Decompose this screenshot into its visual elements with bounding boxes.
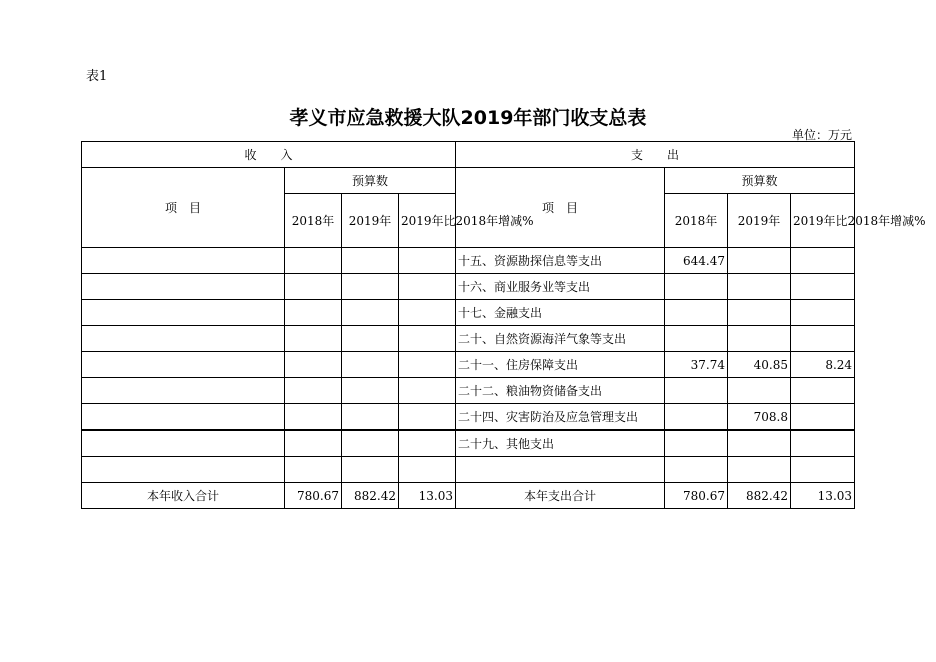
expense-change-header: 2019年比2018年增减% bbox=[791, 194, 855, 248]
income-total-2019: 882.42 bbox=[342, 483, 399, 509]
income-item-cell bbox=[82, 457, 285, 483]
income-item-cell bbox=[82, 378, 285, 404]
income-change-header: 2019年比2018年增减% bbox=[399, 194, 456, 248]
table-number-label: 表1 bbox=[86, 69, 108, 84]
section-header-row bbox=[82, 142, 855, 168]
expense-section-header: 支 出 bbox=[456, 142, 855, 168]
expense-2018-cell bbox=[665, 430, 728, 457]
expense-2019-cell bbox=[728, 326, 791, 352]
income-2019-header: 2019年 bbox=[342, 194, 399, 248]
document-title: 孝义市应急救援大队2019年部门收支总表 bbox=[289, 107, 647, 129]
expense-2019-header: 2019年 bbox=[728, 194, 791, 248]
expense-total-label: 本年支出合计 bbox=[456, 483, 665, 509]
expense-2018-cell: 37.74 bbox=[665, 352, 728, 378]
expense-item-cell: 二十一、住房保障支出 bbox=[456, 352, 665, 378]
income-2019-cell bbox=[342, 300, 399, 326]
expense-change-cell bbox=[791, 248, 855, 274]
income-item-cell bbox=[82, 274, 285, 300]
expense-total-change: 13.03 bbox=[791, 483, 855, 509]
income-2019-cell bbox=[342, 430, 399, 457]
totals-row bbox=[82, 483, 855, 509]
expense-budget-header: 预算数 bbox=[665, 168, 855, 194]
expense-2019-cell bbox=[728, 430, 791, 457]
expense-change-cell bbox=[791, 326, 855, 352]
income-change-cell bbox=[399, 430, 456, 457]
income-change-cell bbox=[399, 352, 456, 378]
income-item-header: 项 目 bbox=[82, 168, 285, 248]
income-item-cell bbox=[82, 404, 285, 431]
expense-item-cell: 二十四、灾害防治及应急管理支出 bbox=[456, 404, 665, 431]
income-2018-cell bbox=[285, 457, 342, 483]
expense-2019-cell bbox=[728, 300, 791, 326]
expense-change-cell bbox=[791, 378, 855, 404]
income-change-cell bbox=[399, 326, 456, 352]
income-change-cell bbox=[399, 404, 456, 431]
income-change-cell bbox=[399, 274, 456, 300]
income-total-2018: 780.67 bbox=[285, 483, 342, 509]
expense-2018-cell bbox=[665, 457, 728, 483]
income-item-cell bbox=[82, 430, 285, 457]
income-2018-cell bbox=[285, 274, 342, 300]
income-2018-cell bbox=[285, 326, 342, 352]
expense-total-2019: 882.42 bbox=[728, 483, 791, 509]
expense-2019-cell bbox=[728, 378, 791, 404]
expense-2019-cell bbox=[728, 248, 791, 274]
table-row bbox=[82, 326, 855, 352]
expense-change-cell bbox=[791, 274, 855, 300]
income-2019-cell bbox=[342, 326, 399, 352]
expense-2019-cell bbox=[728, 457, 791, 483]
table-row bbox=[82, 430, 855, 457]
income-2019-cell bbox=[342, 404, 399, 431]
expense-change-cell bbox=[791, 404, 855, 431]
income-item-cell bbox=[82, 300, 285, 326]
expense-total-2018: 780.67 bbox=[665, 483, 728, 509]
income-budget-header: 预算数 bbox=[285, 168, 456, 194]
expense-item-cell: 二十二、粮油物资储备支出 bbox=[456, 378, 665, 404]
income-2019-cell bbox=[342, 352, 399, 378]
expense-item-cell: 二十、自然资源海洋气象等支出 bbox=[456, 326, 665, 352]
table-row bbox=[82, 248, 855, 274]
income-2019-cell bbox=[342, 378, 399, 404]
expense-2018-cell bbox=[665, 326, 728, 352]
revenue-expenditure-table bbox=[81, 141, 926, 509]
income-2019-cell bbox=[342, 274, 399, 300]
expense-2018-header: 2018年 bbox=[665, 194, 728, 248]
table-row bbox=[82, 457, 855, 483]
income-2018-cell bbox=[285, 378, 342, 404]
income-change-cell bbox=[399, 248, 456, 274]
budget-header-row bbox=[82, 168, 855, 194]
income-total-label: 本年收入合计 bbox=[82, 483, 285, 509]
income-item-cell bbox=[82, 248, 285, 274]
expense-item-header: 项 目 bbox=[456, 168, 665, 248]
income-2018-cell bbox=[285, 352, 342, 378]
income-change-cell bbox=[399, 457, 456, 483]
income-2018-cell bbox=[285, 300, 342, 326]
table-row bbox=[82, 352, 855, 378]
expense-2018-cell bbox=[665, 300, 728, 326]
income-2018-cell bbox=[285, 404, 342, 431]
expense-item-cell: 十六、商业服务业等支出 bbox=[456, 274, 665, 300]
expense-2019-cell: 40.85 bbox=[728, 352, 791, 378]
income-2018-header: 2018年 bbox=[285, 194, 342, 248]
table-row bbox=[82, 404, 855, 431]
expense-item-cell: 二十九、其他支出 bbox=[456, 430, 665, 457]
table-row bbox=[82, 300, 855, 326]
expense-2018-cell: 644.47 bbox=[665, 248, 728, 274]
income-change-cell bbox=[399, 378, 456, 404]
expense-2018-cell bbox=[665, 274, 728, 300]
income-section-header: 收 入 bbox=[82, 142, 456, 168]
income-item-cell bbox=[82, 326, 285, 352]
expense-2018-cell bbox=[665, 404, 728, 431]
table-row bbox=[82, 274, 855, 300]
income-item-cell bbox=[82, 352, 285, 378]
income-2019-cell bbox=[342, 248, 399, 274]
expense-2018-cell bbox=[665, 378, 728, 404]
table-row bbox=[82, 378, 855, 404]
expense-item-cell bbox=[456, 457, 665, 483]
income-total-change: 13.03 bbox=[399, 483, 456, 509]
expense-change-cell bbox=[791, 430, 855, 457]
income-2018-cell bbox=[285, 248, 342, 274]
expense-change-cell bbox=[791, 300, 855, 326]
expense-item-cell: 十五、资源勘探信息等支出 bbox=[456, 248, 665, 274]
expense-2019-cell: 708.8 bbox=[728, 404, 791, 431]
expense-item-cell: 十七、金融支出 bbox=[456, 300, 665, 326]
expense-2019-cell bbox=[728, 274, 791, 300]
income-2018-cell bbox=[285, 430, 342, 457]
unit-label: 单位：万元 bbox=[791, 128, 852, 142]
income-2019-cell bbox=[342, 457, 399, 483]
expense-change-cell: 8.24 bbox=[791, 352, 855, 378]
income-change-cell bbox=[399, 300, 456, 326]
expense-change-cell bbox=[791, 457, 855, 483]
